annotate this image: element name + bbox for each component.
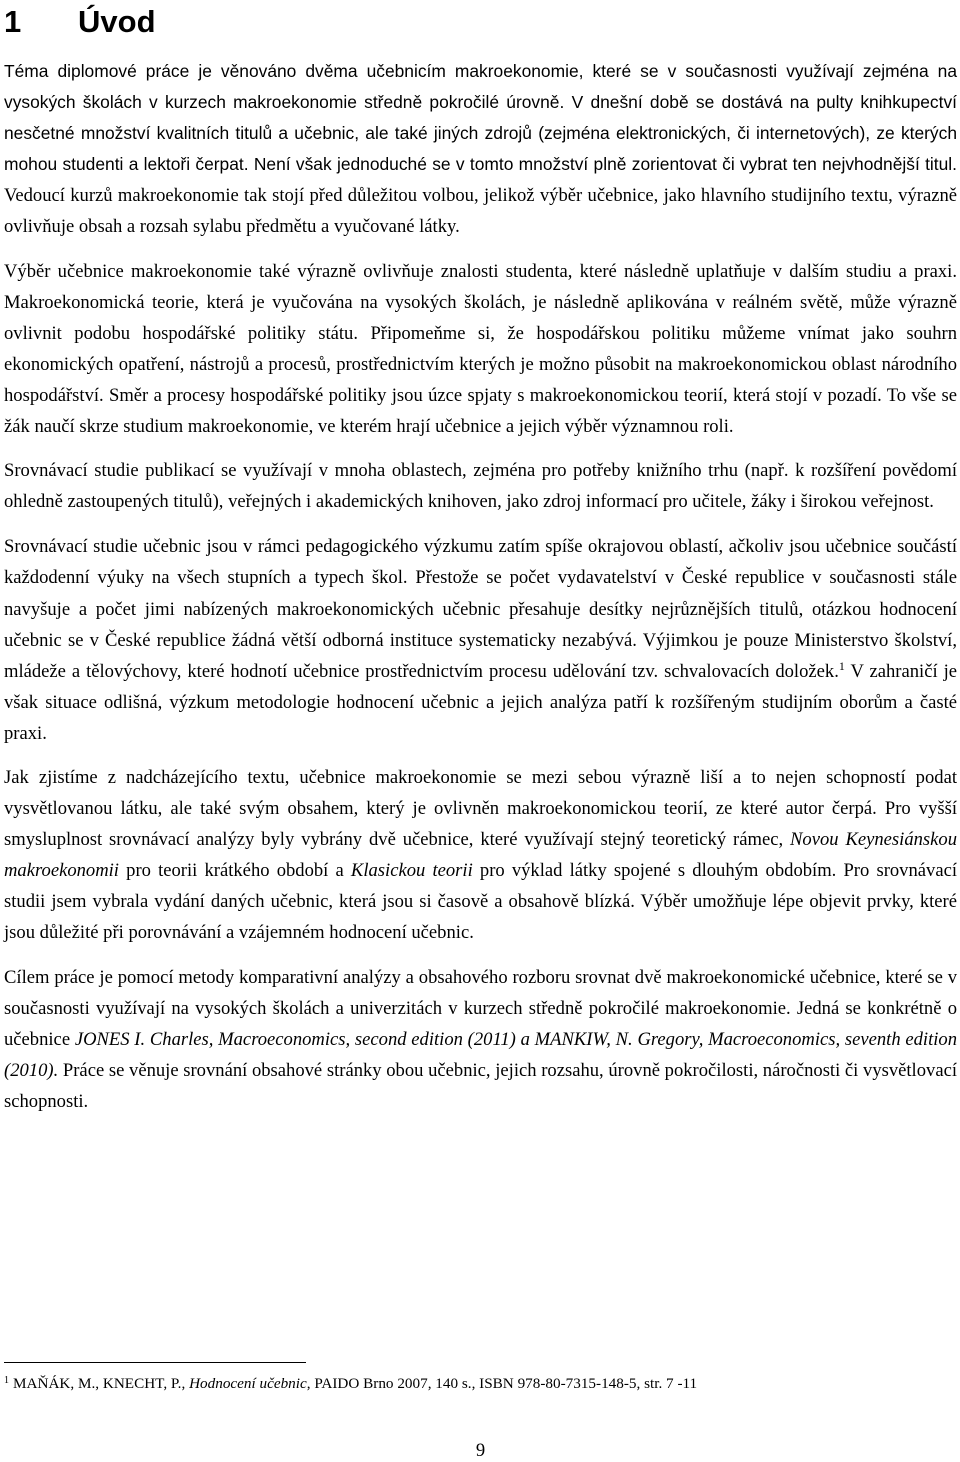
footnote-part-b: , PAIDO Brno 2007, 140 s., ISBN 978-80-7315-148-5, str. 7 -11 xyxy=(306,1375,698,1392)
footnote-italic-title: Hodnocení učebnic xyxy=(189,1375,307,1392)
paragraph-1 xyxy=(4,56,957,243)
footnote-part-a: MAŇÁK, M., KNECHT, P., xyxy=(13,1375,190,1392)
paragraph-4-part-a: Srovnávací studie učebnic jsou v rámci pedagogického výzkumu zatím spíše okrajovou oblastí, ačkoliv jsou učebnice součástí každodenní výuky na všech stupních a typech škol. Přestože se počet vydavatelství v České republice v současnosti stále navyšuje a počet jimi nabízených makroekonomických učebnic přesahuje desítky nejrůznějších titulů, otázkou hodnocení učebnic se v České republice žádná větší odborná instituce systematicky nezabývá. Výjimkou je pouze Ministerstvo školství, mládeže a tělovýchovy, které hodnotí učebnice prostřednictvím procesu udělování tzv. schvalovacích doložek. xyxy=(4,536,957,682)
italic-term-classical-theory: Klasickou teorii xyxy=(350,860,473,882)
paragraph-4-part-b: V zahraničí je však situace odlišná, výzkum metodologie hodnocení učebnic a jejich analýza patří k rozšířeným studijním oborům a časté praxi. xyxy=(4,660,957,744)
paragraph-5-part-c: pro výklad látky spojené s dlouhým obdobím. Pro srovnávací studii jsem vybrala vydání daných učebnic, která jsou si časově a obsahově blízká. Výběr umožňuje lépe objevit prvky, které jsou důležité při porovnávání a vzájemném hodnocení učebnic. xyxy=(4,860,957,944)
paragraph-1-part-b: Vedoucí kurzů makroekonomie tak stojí před důležitou volbou, jelikož výběr učebnice, jako hlavního studijního textu, výrazně ovlivňuje obsah a rozsah sylabu předmětu a vyučované látky. xyxy=(4,185,957,238)
paragraph-6-part-b: Práce se věnuje srovnání obsahové stránky obou učebnic, jejich rozsahu, úrovně pokročilosti, náročnosti či vysvětlovací schopnosti. xyxy=(4,1059,957,1112)
chapter-heading xyxy=(4,4,156,40)
paragraph-6-part-a: Cílem práce je pomocí metody komparativní analýzy a obsahového rozboru srovnat dvě makroekonomické učebnice, které se v současnosti využívají na vysokých školách a univerzitách v kurzech středně pokročilé makroekonomie. Jedná se konkrétně o učebnice xyxy=(4,966,957,1050)
paragraph-1-part-a: Téma diplomové práce je věnováno dvěma učebnicím makroekonomie, které se v současnosti využívají zejména na vysokých školách v kurzech makroekonomie středně pokročilé úrovně. V dnešní době se dostává na pulty knihkupectví nesčetné množství kvalitních titulů a učebnic, ale také jiných zdrojů (zejména elektronických, či internetových), ze kterých mohou studenti a lektoři čerpat. Není však jednoduché se v tomto množství plně zorientovat či vybrat ten nejvhodnější titul. xyxy=(4,61,957,175)
paragraph-3: Srovnávací studie publikací se využívají v mnoha oblastech, zejména pro potřeby knižního trhu (např. k rozšíření povědomí ohledně zastoupených titulů), veřejných i akademických knihoven, jako zdroj informací pro učitele, žáky i širokou veřejnost. xyxy=(4,460,957,513)
body-text xyxy=(4,56,957,1130)
italic-book-titles: JONES I. Charles, Macroeconomics, second edition (2011) a MANKIW, N. Gregory, Macroeconomics, seventh edition (2010). xyxy=(4,1028,957,1081)
paragraph-5 xyxy=(4,762,957,949)
paragraph-5-part-a: Jak zjistíme z nadcházejícího textu, učebnice makroekonomie se mezi sebou výrazně liší a to nejen schopností podat vysvětlovanou látku, ale také svým obsahem, který je ovlivněn makroekonomickou teorií, ze které autor čerpá. Pro vyšší smysluplnost srovnávací analýzy byly vybrány dvě učebnice, které využívají stejný teoretický rámec, xyxy=(4,766,957,851)
footnote-reference[interactable]: 1 xyxy=(838,658,845,673)
paragraph-5-part-b: pro teorii krátkého období a xyxy=(118,860,351,882)
paragraph-4 xyxy=(4,531,957,749)
footnote xyxy=(4,1374,957,1394)
footnote-number: 1 xyxy=(4,1375,9,1386)
page-number: 9 xyxy=(475,1440,486,1461)
paragraph-2: Výběr učebnice makroekonomie také výrazně ovlivňuje znalosti studenta, které následně uplatňuje v dalším studiu a praxi. Makroekonomická teorie, která je vyučována na vysokých školách, je následně aplikována v reálném světě, může výrazně ovlivnit podobu hospodářské politiky státu. Připomeňme si, že hospodářskou politiku můžeme vnímat jako souhrn ekonomických opatření, nástrojů a procesů, prostřednictvím kterých je možno působit na makroekonomickou oblast národního hospodářství. Směr a procesy hospodářské politiky jsou úzce spjaty s makroekonomickou teorií, která stojí v pozadí. To vše se žák naučí skrze studium makroekonomie, ve kterém hrají učebnice a jejich výběr významnou roli. xyxy=(4,260,957,438)
italic-term-new-keynesian: Novou Keynesiánskou makroekonomii xyxy=(4,829,957,882)
chapter-title: Úvod xyxy=(78,4,156,39)
footnote-separator xyxy=(4,1362,306,1363)
chapter-number: 1 xyxy=(4,4,22,39)
paragraph-6 xyxy=(4,962,957,1117)
